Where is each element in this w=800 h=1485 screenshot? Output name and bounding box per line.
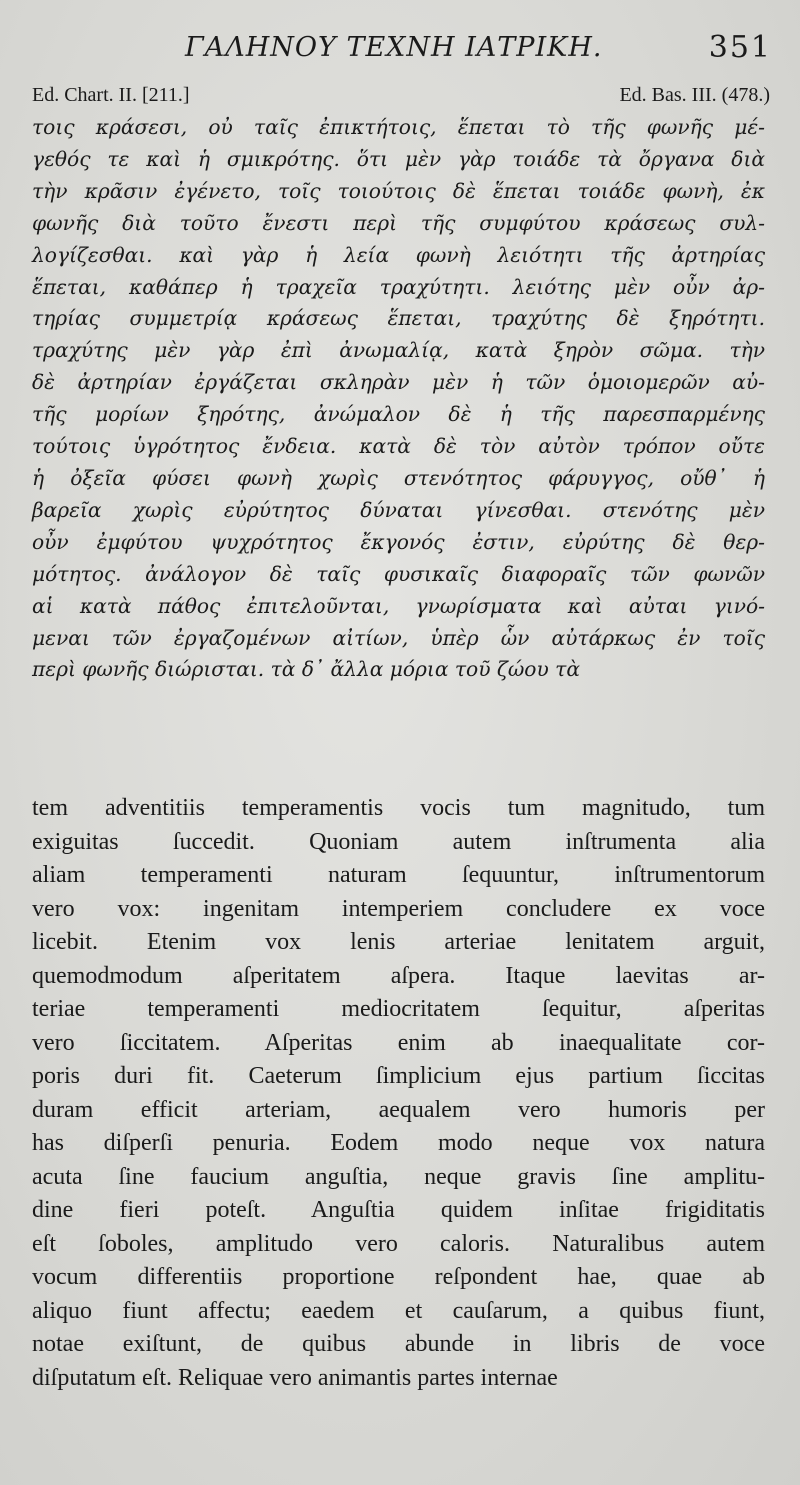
greek-line: τῆς μορίων ξηρότης, ἀνώμαλον δὲ ἡ τῆς παρεσπαρμένης [32,402,765,427]
edition-references [32,84,770,112]
greek-line: φωνῆς διὰ τοῦτο ἔνεστι περὶ τῆς συμφύτου κράσεως συλ- [32,210,765,235]
latin-line: notae exiſtunt, de quibus abunde in libris de voce [32,1331,765,1357]
page-number: 351 [708,30,772,65]
greek-line: οὖν ἐμφύτου ψυχρότητος ἔκγονός ἐστιν, εὐρύτης δὲ θερ- [32,529,765,554]
greek-line: δὲ ἀρτηρίαν ἐργάζεται σκληρὰν μὲν ἡ τῶν ὁμοιομερῶν αὐ- [32,370,765,395]
greek-line: μότητος. ἀνάλογον δὲ ταῖς φυσικαῖς διαφοραῖς τῶν φωνῶν [32,561,765,586]
latin-line: quemodmodum aſperitatem aſpera. Itaque laevitas ar- [32,962,765,989]
latin-line: dine fieri poteſt. Anguſtia quidem inſitae frigiditatis [32,1197,765,1223]
greek-line: τὴν κρᾶσιν ἐγένετο, τοῖς τοιούτοις δὲ ἕπεται τοιάδε φωνὴ, ἐκ [32,178,765,203]
latin-line: acuta ſine faucium anguſtia, neque gravis ſine amplitu- [32,1163,765,1190]
edition-basel: Ed. Bas. III. (478.) [619,84,770,106]
latin-line: vocum differentiis proportione reſpondent hae, quae ab [32,1264,765,1290]
running-title: ΓΑΛΗΝΟΥ ΤΕΧΝΗ ΙΑΤΡΙΚΗ. [185,32,603,63]
greek-line: λογίζεσθαι. καὶ γὰρ ἡ λεία φωνὴ λειότητι τῆς ἀρτηρίας [32,242,765,267]
latin-line: has diſperſi penuria. Eodem modo neque vox natura [32,1130,765,1156]
latin-line: tem adventitiis temperamentis vocis tum magnitudo, tum [32,795,765,821]
greek-line: τηρίας συμμετρίᾳ κράσεως ἕπεται, τραχύτης δὲ ξηρότητι. [32,306,765,331]
greek-line: τοις κράσεσι, οὐ ταῖς ἐπικτήτοις, ἕπεται τὸ τῆς φωνῆς μέ- [32,115,765,139]
greek-line: τραχύτης μὲν γὰρ ἐπὶ ἀνωμαλίᾳ, κατὰ ξηρὸν σῶμα. τὴν [32,338,765,363]
latin-line: eſt ſoboles, amplitudo vero caloris. Naturalibus autem [32,1230,765,1257]
latin-line: duram efficit arteriam, aequalem vero humoris per [32,1096,765,1123]
latin-line: poris duri fit. Caeterum ſimplicium ejus partium ſiccitas [32,1063,765,1089]
latin-line: aliam temperamenti naturam ſequuntur, inſtrumentorum [32,862,765,888]
greek-line: βαρεῖα χωρὶς εὐρύτητος δύναται γίνεσθαι. στενότης μὲν [32,497,765,522]
latin-text [32,792,765,1395]
greek-text [32,112,765,686]
latin-line: exiguitas ſuccedit. Quoniam autem inſtrumenta alia [32,828,765,855]
greek-line: γεθός τε καὶ ἡ σμικρότης. ὅτι μὲν γὰρ τοιάδε τὰ ὄργανα διὰ [32,146,765,171]
greek-line: ἕπεται, καθάπερ ἡ τραχεῖα τραχύτητι. λειότης μὲν οὖν ἀρ- [32,274,765,299]
latin-line: aliquo fiunt affectu; eaedem et cauſarum, a quibus fiunt, [32,1297,765,1324]
greek-line: τούτοις ὑγρότητος ἔνδεια. κατὰ δὲ τὸν αὐτὸν τρόπον οὔτε [32,434,765,459]
greek-line: μεναι τῶν ἐργαζομένων αἰτίων, ὑπὲρ ὧν αὐτάρκως ἐν τοῖς [32,625,765,650]
edition-chartier: Ed. Chart. II. [211.] [32,84,190,106]
latin-line: teriae temperamenti mediocritatem ſequitur, aſperitas [32,996,765,1022]
greek-line: ἡ ὀξεῖα φύσει φωνὴ χωρὶς στενότητος φάρυγγος, οὔθ᾽ ἡ [32,465,765,490]
latin-line: diſputatum eſt. Reliquae vero animantis partes internae [32,1364,558,1391]
running-head [0,30,800,70]
latin-line: licebit. Etenim vox lenis arteriae lenitatem arguit, [32,929,765,955]
latin-line: vero ſiccitatem. Aſperitas enim ab inaequalitate cor- [32,1029,765,1056]
latin-line: vero vox: ingenitam intemperiem concludere ex voce [32,895,765,922]
greek-line: περὶ φωνῆς διώρισται. τὰ δ᾽ ἄλλα μόρια τοῦ ζώου τὰ [32,657,580,682]
greek-line: αἱ κατὰ πάθος ἐπιτελοῦνται, γνωρίσματα καὶ αὐται γινό- [32,593,765,618]
